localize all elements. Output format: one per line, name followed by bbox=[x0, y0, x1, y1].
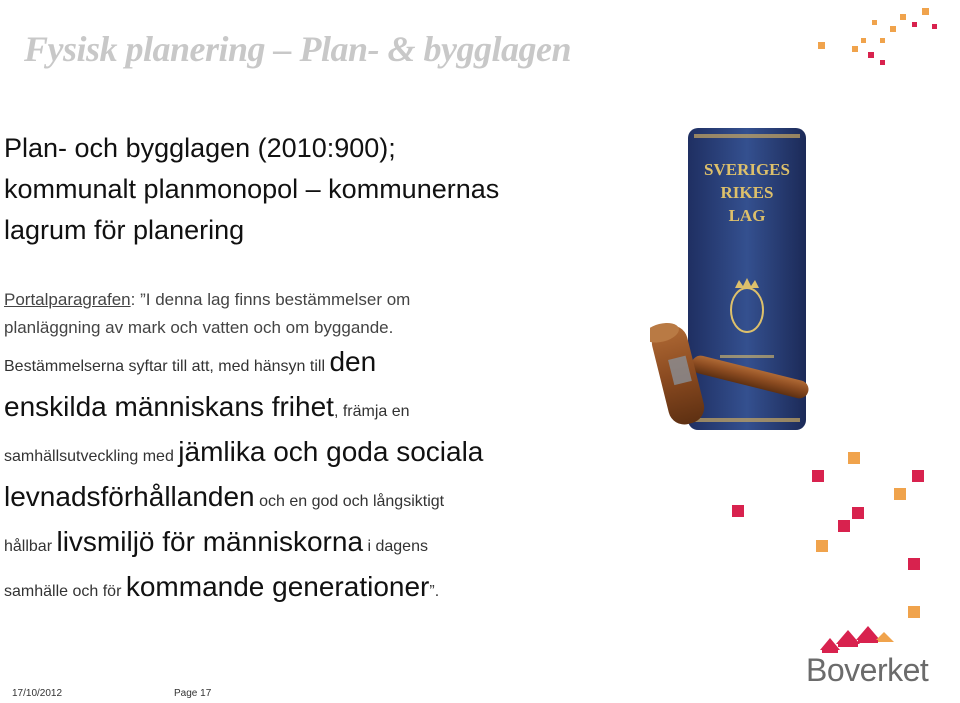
body-text-4: och en god och långsiktigt bbox=[254, 493, 445, 510]
body-emphasis-1: den bbox=[329, 346, 377, 377]
lead-line-2: kommunalt planmonopol – kommunernas bbox=[4, 174, 500, 204]
slide-title: Fysisk planering – Plan- & bygglagen bbox=[24, 29, 572, 69]
logo-wordmark: Boverket bbox=[806, 652, 929, 688]
lead-line-1: Plan- och bygglagen (2010:900); bbox=[4, 133, 396, 163]
body-emphasis-2: enskilda människans frihet bbox=[4, 391, 334, 422]
lead-heading bbox=[4, 128, 644, 251]
book-title-line-1: SVERIGES bbox=[704, 160, 790, 179]
portal-paragraph bbox=[4, 286, 624, 342]
logo-houses-icon bbox=[820, 626, 894, 653]
body-emphasis-6: kommande generationer bbox=[125, 571, 430, 602]
footer-date: 17/10/2012 bbox=[12, 688, 63, 699]
body-text-2: , främja en bbox=[333, 403, 410, 420]
portal-text-2: planläggning av mark och vatten och om byggande. bbox=[4, 318, 394, 337]
portal-text-1: : ”I denna lag finns bestämmelser om bbox=[130, 290, 411, 309]
body-text-5: hållbar bbox=[4, 538, 57, 555]
body-emphasis-4: levnadsförhållanden bbox=[4, 481, 255, 512]
body-text-8: ”. bbox=[429, 583, 440, 600]
portal-link[interactable]: Portalparagrafen bbox=[4, 290, 131, 309]
book-title-line-3: LAG bbox=[728, 206, 766, 225]
footer-page-number: Page 17 bbox=[174, 688, 212, 699]
body-emphasis-5: livsmiljö för människorna bbox=[56, 526, 364, 557]
body-emphasis-3: jämlika och goda sociala bbox=[178, 436, 484, 467]
law-book-gavel-image bbox=[650, 120, 820, 450]
body-text-1: Bestämmelserna syftar till att, med hänsyn till bbox=[4, 358, 330, 375]
body-text-6: i dagens bbox=[363, 538, 428, 555]
body-text-3: samhällsutveckling med bbox=[4, 448, 179, 465]
body-text-7: samhälle och för bbox=[4, 583, 126, 600]
purpose-text bbox=[4, 342, 614, 612]
book-title-line-2: RIKES bbox=[720, 183, 774, 202]
lead-line-3: lagrum för planering bbox=[4, 215, 245, 245]
